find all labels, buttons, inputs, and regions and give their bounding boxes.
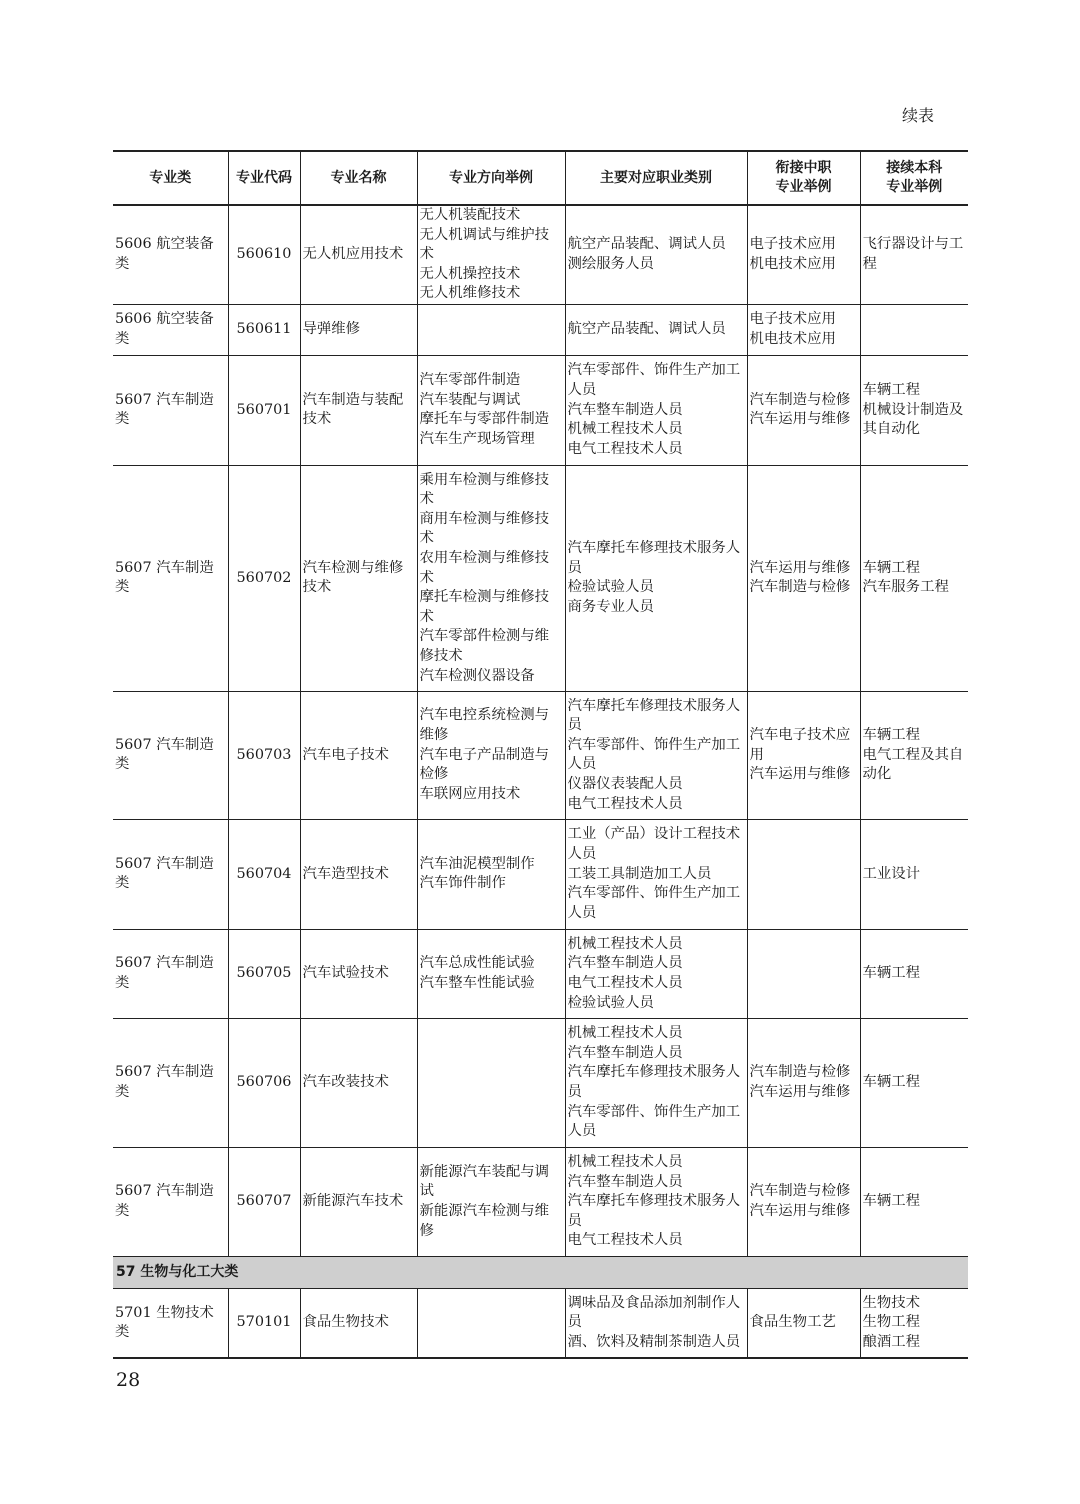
page-number: 28 <box>116 1369 141 1391</box>
cell-name: 汽车电子技术 <box>300 691 417 819</box>
header-row <box>113 151 968 205</box>
majors-table <box>113 150 968 1359</box>
table-row <box>113 691 968 819</box>
table-row <box>113 205 968 304</box>
cell-code: 560707 <box>228 1147 300 1256</box>
cell-occupations: 机械工程技术人员 汽车整车制造人员 汽车摩托车修理技术服务人员 汽车零部件、饰件生产加工人员 <box>565 1018 747 1147</box>
cell-code: 560703 <box>228 691 300 819</box>
cell-occupations: 调味品及食品添加剂制作人员 酒、饮料及精制茶制造人员 <box>565 1288 747 1358</box>
header-code: 专业代码 <box>228 151 300 205</box>
cell-undergrad: 飞行器设计与工程 <box>860 205 968 304</box>
cell-category: 5606 航空装备类 <box>113 304 228 355</box>
cell-category: 5606 航空装备类 <box>113 205 228 304</box>
cell-secondary: 电子技术应用 机电技术应用 <box>747 304 860 355</box>
cell-name: 导弹维修 <box>300 304 417 355</box>
cell-undergrad: 车辆工程 机械设计制造及其自动化 <box>860 355 968 465</box>
header-undergrad: 接续本科 专业举例 <box>860 151 968 205</box>
cell-category: 5607 汽车制造类 <box>113 819 228 929</box>
header-occupations: 主要对应职业类别 <box>565 151 747 205</box>
cell-category: 5607 汽车制造类 <box>113 355 228 465</box>
cell-secondary: 汽车制造与检修 汽车运用与维修 <box>747 1018 860 1147</box>
cell-name: 食品生物技术 <box>300 1288 417 1358</box>
cell-name: 汽车造型技术 <box>300 819 417 929</box>
cell-directions: 乘用车检测与维修技术 商用车检测与维修技术 农用车检测与维修技术 摩托车检测与维修技术 汽车零部件检测与维修技术 汽车检测仪器设备 <box>417 465 565 691</box>
cell-undergrad: 车辆工程 <box>860 1147 968 1256</box>
cell-occupations: 机械工程技术人员 汽车整车制造人员 电气工程技术人员 检验试验人员 <box>565 929 747 1018</box>
cell-name: 汽车试验技术 <box>300 929 417 1018</box>
cell-occupations: 机械工程技术人员 汽车整车制造人员 汽车摩托车修理技术服务人员 电气工程技术人员 <box>565 1147 747 1256</box>
header-secondary: 衔接中职 专业举例 <box>747 151 860 205</box>
cell-secondary: 汽车电子技术应用 汽车运用与维修 <box>747 691 860 819</box>
cell-directions <box>417 1018 565 1147</box>
cell-undergrad: 车辆工程 电气工程及其自动化 <box>860 691 968 819</box>
cell-category: 5607 汽车制造类 <box>113 1018 228 1147</box>
table-row <box>113 355 968 465</box>
cell-secondary: 食品生物工艺 <box>747 1288 860 1358</box>
cell-name: 汽车制造与装配技术 <box>300 355 417 465</box>
header-name: 专业名称 <box>300 151 417 205</box>
cell-directions: 新能源汽车装配与调试 新能源汽车检测与维修 <box>417 1147 565 1256</box>
cell-occupations: 汽车零部件、饰件生产加工人员 汽车整车制造人员 机械工程技术人员 电气工程技术人员 <box>565 355 747 465</box>
table-row <box>113 1018 968 1147</box>
header-directions: 专业方向举例 <box>417 151 565 205</box>
cell-directions: 汽车总成性能试验 汽车整车性能试验 <box>417 929 565 1018</box>
cell-name: 汽车检测与维修技术 <box>300 465 417 691</box>
cell-code: 560704 <box>228 819 300 929</box>
cell-code: 560702 <box>228 465 300 691</box>
cell-code: 560610 <box>228 205 300 304</box>
cell-secondary: 汽车制造与检修 汽车运用与维修 <box>747 355 860 465</box>
cell-undergrad: 工业设计 <box>860 819 968 929</box>
cell-directions <box>417 1288 565 1358</box>
cell-undergrad: 生物技术 生物工程 酿酒工程 <box>860 1288 968 1358</box>
cell-secondary: 电子技术应用 机电技术应用 <box>747 205 860 304</box>
cell-occupations: 汽车摩托车修理技术服务人员 汽车零部件、饰件生产加工人员 仪器仪表装配人员 电气工程技术人员 <box>565 691 747 819</box>
cell-name: 汽车改装技术 <box>300 1018 417 1147</box>
header-category: 专业类 <box>113 151 228 205</box>
cell-code: 560706 <box>228 1018 300 1147</box>
table-row <box>113 819 968 929</box>
section-row <box>113 1256 968 1288</box>
cell-code: 560705 <box>228 929 300 1018</box>
table-row <box>113 929 968 1018</box>
cell-occupations: 汽车摩托车修理技术服务人员 检验试验人员 商务专业人员 <box>565 465 747 691</box>
table-row <box>113 1288 968 1358</box>
cell-name: 无人机应用技术 <box>300 205 417 304</box>
table-row <box>113 1147 968 1256</box>
cell-occupations: 工业（产品）设计工程技术人员 工装工具制造加工人员 汽车零部件、饰件生产加工人员 <box>565 819 747 929</box>
cell-code: 570101 <box>228 1288 300 1358</box>
cell-directions: 汽车零部件制造 汽车装配与调试 摩托车与零部件制造 汽车生产现场管理 <box>417 355 565 465</box>
cell-undergrad: 车辆工程 <box>860 1018 968 1147</box>
cell-secondary: 汽车制造与检修 汽车运用与维修 <box>747 1147 860 1256</box>
cell-secondary <box>747 929 860 1018</box>
cell-undergrad <box>860 304 968 355</box>
cell-occupations: 航空产品装配、调试人员 测绘服务人员 <box>565 205 747 304</box>
cell-category: 5607 汽车制造类 <box>113 691 228 819</box>
cell-code: 560701 <box>228 355 300 465</box>
cell-directions: 无人机装配技术 无人机调试与维护技术 无人机操控技术 无人机维修技术 <box>417 205 565 304</box>
cell-secondary <box>747 819 860 929</box>
table-row <box>113 304 968 355</box>
section-title: 57 生物与化工大类 <box>113 1256 968 1288</box>
cell-directions: 汽车油泥模型制作 汽车饰件制作 <box>417 819 565 929</box>
cell-category: 5607 汽车制造类 <box>113 929 228 1018</box>
cell-category: 5607 汽车制造类 <box>113 465 228 691</box>
table-row <box>113 465 968 691</box>
cell-secondary: 汽车运用与维修 汽车制造与检修 <box>747 465 860 691</box>
cell-undergrad: 车辆工程 <box>860 929 968 1018</box>
cell-name: 新能源汽车技术 <box>300 1147 417 1256</box>
cell-category: 5607 汽车制造类 <box>113 1147 228 1256</box>
cell-code: 560611 <box>228 304 300 355</box>
cell-directions: 汽车电控系统检测与维修 汽车电子产品制造与检修 车联网应用技术 <box>417 691 565 819</box>
cell-undergrad: 车辆工程 汽车服务工程 <box>860 465 968 691</box>
cell-occupations: 航空产品装配、调试人员 <box>565 304 747 355</box>
cell-category: 5701 生物技术类 <box>113 1288 228 1358</box>
cell-directions <box>417 304 565 355</box>
continued-label: 续表 <box>901 106 934 125</box>
